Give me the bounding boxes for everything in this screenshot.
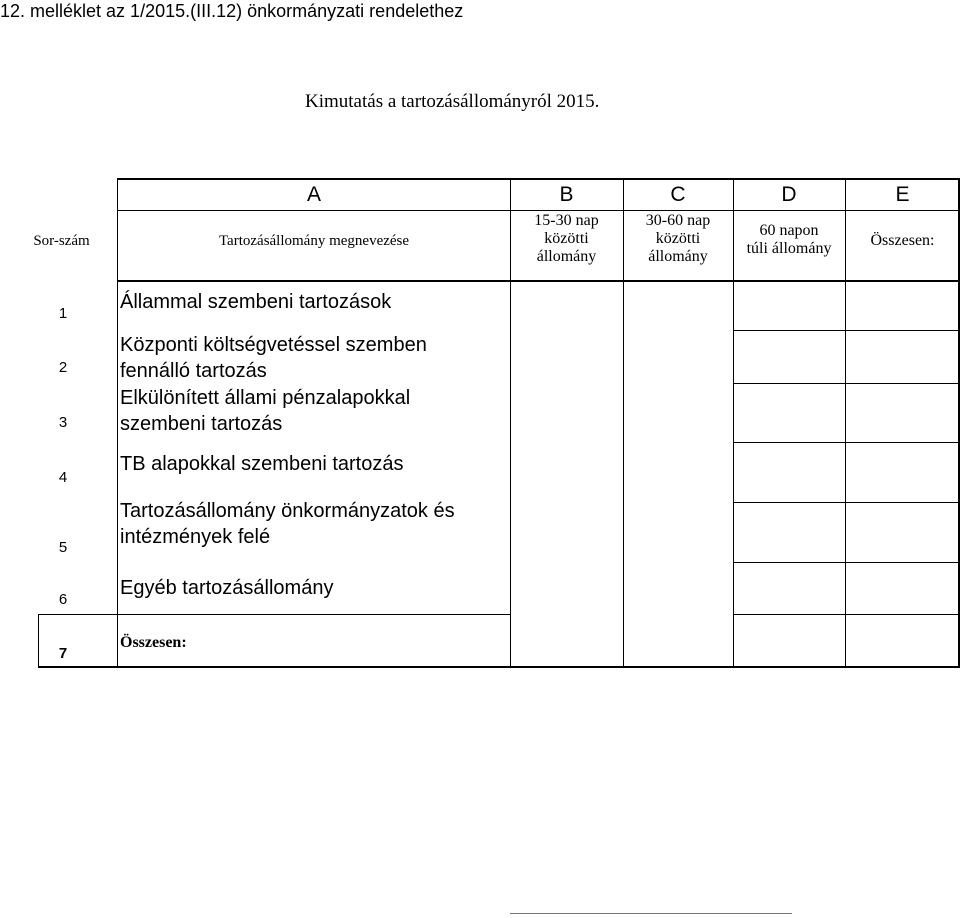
grid-total-top — [38, 614, 510, 615]
grid-col-c-left — [623, 178, 624, 668]
header-15-30-days — [510, 212, 623, 272]
column-over-60-values[interactable] — [733, 282, 845, 666]
row-2-line2: fennálló tartozás — [120, 360, 267, 380]
row-number-1: 1 — [58, 305, 68, 322]
grid-row-2-bottom — [733, 383, 960, 384]
column-letter-e: E — [895, 183, 910, 206]
row-description-2 — [120, 332, 508, 380]
header-over-60-days — [733, 222, 845, 258]
grid-col-d-left — [733, 178, 734, 668]
header-30-60-line2: közötti — [655, 230, 701, 247]
header-30-60-line1: 30-60 nap — [645, 212, 711, 229]
grid-header-bottom — [118, 280, 960, 282]
header-15-30-line2: közötti — [544, 230, 589, 247]
grid-row-1-bottom — [733, 330, 960, 331]
grid-row-6-bottom — [733, 614, 960, 615]
row-4-line1: TB alapokkal szembeni tartozás — [120, 453, 404, 475]
grid-top-border — [118, 178, 960, 180]
grid-total-left-border — [38, 614, 39, 667]
row-6-line1: Egyéb tartozásállomány — [120, 577, 334, 599]
row-description-total: Összesen: — [120, 634, 187, 651]
row-number-2: 2 — [58, 359, 68, 376]
column-letter-b: B — [559, 183, 574, 206]
header-15-30-line3: állomány — [536, 248, 597, 265]
header-over-60-line2: túli állomány — [746, 240, 832, 257]
grid-row-5-bottom — [733, 562, 960, 563]
column-letter-d: D — [781, 183, 797, 206]
row-5-line1: Tartozásállomány önkormányzatok és — [120, 500, 455, 522]
grid-col-b-left — [510, 178, 511, 668]
annex-reference: 12. melléklet az 1/2015.(III.12) önkormányzati rendelethez — [0, 1, 464, 21]
signature-line — [510, 913, 792, 914]
row-description-4 — [120, 451, 508, 491]
row-description-1 — [120, 289, 508, 329]
row-2-line1: Központi költségvetéssel szemben — [120, 334, 427, 356]
row-number-3: 3 — [58, 414, 68, 431]
grid-col-a-left — [117, 178, 118, 668]
row-3-line1: Elkülönített állami pénzalapokkal — [120, 387, 411, 409]
row-description-6 — [120, 575, 508, 615]
header-30-60-days — [623, 212, 733, 272]
header-15-30-line1: 15-30 nap — [534, 212, 599, 229]
header-description: Tartozásállomány megnevezése — [218, 233, 410, 249]
column-letter-a: A — [306, 183, 321, 206]
row-3-line2: szembeni tartozás — [120, 413, 283, 433]
row-description-3 — [120, 385, 508, 433]
row-number-7: 7 — [58, 645, 68, 662]
row-5-line2: intézmények felé — [120, 526, 271, 548]
grid-row-4-bottom — [733, 502, 960, 503]
row-1-line1: Állammal szembeni tartozások — [120, 291, 392, 313]
header-total: Összesen: — [870, 232, 935, 249]
column-total-values[interactable] — [845, 282, 960, 666]
header-over-60-line1: 60 napon — [759, 222, 819, 239]
grid-row-3-bottom — [733, 442, 960, 443]
header-sorszam: Sor-szám — [33, 233, 90, 249]
column-letter-c: C — [670, 183, 686, 206]
column-30-60-values[interactable] — [623, 282, 733, 666]
row-number-5: 5 — [58, 539, 68, 556]
document-title: Kimutatás a tartozásállományról 2015. — [305, 91, 600, 112]
grid-bottom-border — [38, 666, 960, 668]
column-15-30-values[interactable] — [510, 282, 623, 666]
row-number-4: 4 — [58, 469, 68, 486]
grid-col-e-left — [845, 178, 846, 668]
row-description-5 — [120, 498, 508, 554]
header-30-60-line3: állomány — [648, 248, 708, 265]
grid-letter-separator — [118, 210, 960, 211]
row-number-6: 6 — [58, 591, 68, 608]
